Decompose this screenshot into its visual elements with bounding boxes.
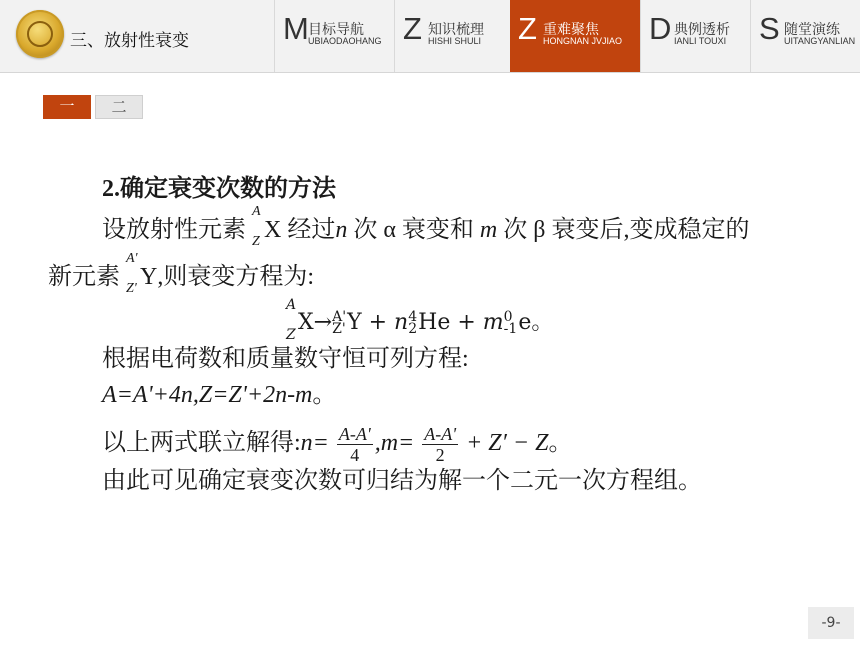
tab-pinyin: UITANGYANLIAN <box>784 36 856 46</box>
nuclide-X <box>286 297 314 343</box>
header-bar <box>0 0 860 73</box>
plus-zp-minus-z: + Z′ − Z <box>466 430 549 456</box>
text: 新元素 <box>48 264 120 290</box>
element-symbol: X <box>264 217 282 243</box>
numerator: A-A' <box>338 423 371 444</box>
mass-number: A' <box>332 309 347 325</box>
atomic-number: Z' <box>332 321 346 337</box>
var-m: m <box>482 310 504 335</box>
mass-number: A <box>286 297 297 313</box>
tab-pinyin: HISHI SHULI <box>428 36 482 46</box>
text: 经过 <box>287 217 336 243</box>
element-symbol: X <box>298 310 314 335</box>
denominator: 2 <box>435 444 445 465</box>
var-n: n <box>394 310 409 335</box>
paragraph-4 <box>102 418 572 468</box>
paragraph-1 <box>102 204 750 249</box>
m-equals: ,m= <box>374 430 415 456</box>
tab-suitang-yanlian[interactable] <box>750 0 860 72</box>
period: 。 <box>548 430 573 456</box>
text: ,则衰变方程为: <box>157 264 315 290</box>
tab-pinyin: IANLI TOUXI <box>674 36 727 46</box>
atomic-number: Z <box>286 327 296 343</box>
atomic-number: -1 <box>503 321 518 337</box>
plus-sign: + <box>457 310 476 335</box>
subtab-two[interactable]: 二 <box>95 95 143 119</box>
var-n: n <box>335 217 348 243</box>
school-logo <box>16 10 64 58</box>
text: 次 α 衰变和 <box>353 217 474 243</box>
mass-number: 4 <box>408 309 418 325</box>
nuclide-Y <box>126 251 158 296</box>
equation-conservation <box>102 380 336 410</box>
tab-pinyin: HONGNAN JVJIAO <box>543 36 623 46</box>
He-indices <box>408 311 417 335</box>
heading-text: .确定衰变次数的方法 <box>114 176 336 202</box>
paragraph-5: 由此可见确定衰变次数可归结为解一个二元一次方程组。 <box>102 468 702 494</box>
tab-label: 典例透析 <box>674 22 730 38</box>
tab-pinyin: UBIAODAOHANG <box>308 36 382 46</box>
numerator: A-A' <box>424 423 457 444</box>
decay-equation <box>286 297 554 343</box>
denominator: 4 <box>350 444 360 465</box>
subtab-one[interactable]: 一 <box>43 95 91 119</box>
element-symbol: e <box>518 310 532 335</box>
page-number: -9- <box>808 607 854 639</box>
nuclide-X <box>252 204 282 249</box>
mass-number: 0 <box>503 309 513 325</box>
paragraph-2 <box>48 251 315 296</box>
plus-sign: + <box>368 310 388 335</box>
tab-letter: Z <box>518 11 537 46</box>
paragraph-3: 根据电荷数和质量数守恒可列方程: <box>102 346 469 372</box>
period: 。 <box>312 382 337 408</box>
tab-label: 重难聚焦 <box>543 22 599 38</box>
tab-letter: S <box>759 11 780 46</box>
var-m: m <box>479 217 498 243</box>
tab-label: 目标导航 <box>308 22 364 38</box>
atomic-number: Z <box>252 234 260 249</box>
arrow: → <box>313 310 333 335</box>
element-symbol: Y <box>347 310 362 335</box>
text: 设放射性元素 <box>102 217 246 243</box>
section-heading <box>102 174 336 204</box>
heading-number: 2 <box>102 176 114 202</box>
section-title: 三、放射性衰变 <box>70 31 189 51</box>
atomic-number: 2 <box>408 321 418 337</box>
fraction-m <box>422 424 458 465</box>
mass-number: A <box>252 204 261 219</box>
tab-zhishi-shuli[interactable] <box>394 0 510 72</box>
text: 以上两式联立解得: <box>102 430 301 456</box>
element-symbol: Y <box>140 264 158 290</box>
atomic-number: Z' <box>126 281 137 296</box>
period: 。 <box>531 310 554 335</box>
fraction-n <box>337 424 373 465</box>
e-indices <box>504 311 518 335</box>
tab-label: 随堂演练 <box>784 22 840 38</box>
tab-mubiao-daohang[interactable] <box>274 0 394 72</box>
element-symbol: He <box>418 310 451 335</box>
tab-zhongnan-jujiao[interactable] <box>510 0 640 72</box>
text: 次 β 衰变后,变成稳定的 <box>503 217 750 243</box>
tab-dianli-touxi[interactable] <box>640 0 750 72</box>
Y-indices <box>332 311 346 335</box>
tab-letter: M <box>283 11 309 46</box>
tab-letter: Z <box>403 11 422 46</box>
mass-number: A' <box>126 251 138 266</box>
equation-text: A=A'+4n,Z=Z'+2n-m <box>102 382 313 408</box>
tab-letter: D <box>649 11 672 46</box>
tab-label: 知识梳理 <box>428 22 484 38</box>
n-equals: n= <box>300 430 329 456</box>
